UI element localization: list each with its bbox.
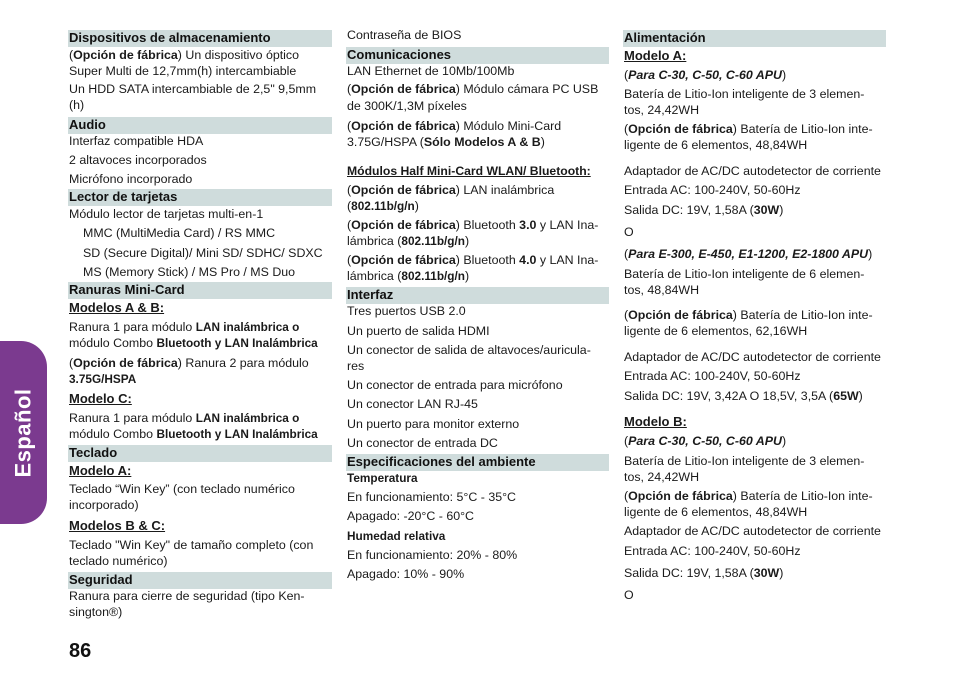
text-line: Un conector de entrada DC — [347, 436, 498, 450]
section-heading-storage: Dispositivos de almacenamiento — [68, 30, 332, 47]
text-line: O — [624, 225, 634, 239]
text-line: Batería de Litio-Ion inteligente de 3 elemen- — [624, 87, 865, 101]
text-line: Un puerto de salida HDMI — [347, 324, 490, 338]
text-line: (Opción de fábrica) LAN inalámbrica — [347, 183, 555, 197]
text-line: Salida DC: 19V, 1,58A (30W) — [624, 566, 784, 580]
text-line: Salida DC: 19V, 1,58A (30W) — [624, 203, 784, 217]
section-heading-environment: Especificaciones del ambiente — [346, 454, 609, 471]
text-line: (Opción de fábrica) Batería de Litio-Ion inte- — [624, 489, 873, 503]
text-line: lámbrica (802.11b/g/n) — [347, 234, 470, 248]
text-line: teclado numérico) — [69, 554, 168, 568]
text-line: (Para E-300, E-450, E1-1200, E2-1800 APU) — [624, 247, 873, 261]
subheading: Humedad relativa — [347, 529, 446, 543]
text-line: Un puerto para monitor externo — [347, 417, 520, 431]
page-number: 86 — [69, 640, 92, 662]
text-line: tos, 24,42WH — [624, 103, 700, 117]
text-line: LAN Ethernet de 10Mb/100Mb — [347, 64, 515, 78]
subheading: Modelos B & C: — [69, 518, 166, 533]
section-heading-keyboard: Teclado — [68, 445, 332, 462]
text-line: (Opción de fábrica) Módulo cámara PC USB — [347, 82, 599, 96]
text-line: Adaptador de AC/DC autodetector de corriente — [624, 350, 881, 364]
text-line: Ranura 1 para módulo LAN inalámbrica o — [69, 320, 300, 334]
text-line: (Para C-30, C-50, C-60 APU) — [624, 68, 787, 82]
text-line: (Opción de fábrica) Un dispositivo óptico — [69, 48, 300, 62]
text-line: Ranura para cierre de seguridad (tipo Ken- — [69, 589, 305, 603]
text-line: Interfaz compatible HDA — [69, 134, 204, 148]
text-line: Teclado "Win Key" de tamaño completo (con — [69, 538, 314, 552]
section-heading-audio: Audio — [68, 117, 332, 134]
language-tab-label: Español — [10, 387, 36, 478]
text-line: (Opción de fábrica) Ranura 2 para módulo — [69, 356, 309, 370]
text-line: Apagado: 10% - 90% — [347, 567, 465, 581]
text-line: (Opción de fábrica) Batería de Litio-Ion inte- — [624, 122, 873, 136]
section-heading-mini-card: Ranuras Mini-Card — [68, 282, 332, 299]
text-line: Módulo lector de tarjetas multi-en-1 — [69, 207, 264, 221]
text-line: ligente de 6 elementos, 62,16WH — [624, 324, 808, 338]
text-line: Salida DC: 19V, 3,42A O 18,5V, 3,5A (65W) — [624, 389, 863, 403]
text-line: (Opción de fábrica) Batería de Litio-Ion inte- — [624, 308, 873, 322]
text-line: Tres puertos USB 2.0 — [347, 304, 466, 318]
text-line: Teclado “Win Key” (con teclado numérico — [69, 482, 295, 496]
text-line: Micrófono incorporado — [69, 172, 193, 186]
section-heading-card-reader: Lector de tarjetas — [68, 189, 332, 206]
text-line: O — [624, 588, 634, 602]
section-heading-security: Seguridad — [68, 572, 332, 589]
text-line: 2 altavoces incorporados — [69, 153, 207, 167]
subheading: Modelo A: — [69, 463, 132, 478]
text-line: módulo Combo Bluetooth y LAN Inalámbrica — [69, 427, 318, 441]
text-line: Batería de Litio-Ion inteligente de 3 elemen- — [624, 454, 865, 468]
text-line: Un conector de salida de altavoces/auricula- — [347, 343, 591, 357]
subheading: Modelo B: — [624, 414, 687, 429]
text-line: En funcionamiento: 5°C - 35°C — [347, 490, 517, 504]
text-line: (802.11b/g/n) — [347, 199, 419, 213]
text-line: (Opción de fábrica) Módulo Mini-Card — [347, 119, 562, 133]
text-line: Adaptador de AC/DC autodetector de corriente — [624, 524, 881, 538]
text-line: Super Multi de 12,7mm(h) intercambiable — [69, 64, 297, 78]
text-line: sington®) — [69, 605, 123, 619]
text-line: Entrada AC: 100-240V, 50-60Hz — [624, 183, 801, 197]
section-heading-communications: Comunicaciones — [346, 47, 609, 64]
subheading: Temperatura — [347, 471, 418, 485]
subheading: Modelo C: — [69, 391, 132, 406]
text-line: Ranura 1 para módulo LAN inalámbrica o — [69, 411, 300, 425]
text-line: Entrada AC: 100-240V, 50-60Hz — [624, 544, 801, 558]
text-line: 3.75G/HSPA — [69, 372, 137, 386]
text-line: tos, 48,84WH — [624, 283, 700, 297]
text-line: res — [347, 359, 365, 373]
text-line: MS (Memory Stick) / MS Pro / MS Duo — [83, 265, 296, 279]
text-line: (Para C-30, C-50, C-60 APU) — [624, 434, 787, 448]
subheading: Módulos Half Mini-Card WLAN/ Bluetooth: — [347, 164, 591, 178]
text-line: ligente de 6 elementos, 48,84WH — [624, 505, 808, 519]
text-line: incorporado) — [69, 498, 139, 512]
text-line: Entrada AC: 100-240V, 50-60Hz — [624, 369, 801, 383]
text-line: Un conector de entrada para micrófono — [347, 378, 563, 392]
text-line: Un conector LAN RJ-45 — [347, 397, 478, 411]
text-line: módulo Combo Bluetooth y LAN Inalámbrica — [69, 336, 318, 350]
text-line: Adaptador de AC/DC autodetector de corriente — [624, 164, 881, 178]
text-line: Contraseña de BIOS — [347, 28, 462, 42]
text-line: (Opción de fábrica) Bluetooth 3.0 y LAN Ina- — [347, 218, 599, 232]
section-heading-power: Alimentación — [623, 30, 886, 47]
text-line: (h) — [69, 98, 85, 112]
text-line: En funcionamiento: 20% - 80% — [347, 548, 518, 562]
text-line: SD (Secure Digital)/ Mini SD/ SDHC/ SDXC — [83, 246, 323, 260]
text-line: Un HDD SATA intercambiable de 2,5" 9,5mm — [69, 82, 317, 96]
section-heading-interface: Interfaz — [346, 287, 609, 304]
text-line: 3.75G/HSPA (Sólo Modelos A & B) — [347, 135, 545, 149]
text-line: (Opción de fábrica) Bluetooth 4.0 y LAN Ina- — [347, 253, 599, 267]
text-line: MMC (MultiMedia Card) / RS MMC — [83, 226, 276, 240]
text-line: lámbrica (802.11b/g/n) — [347, 269, 470, 283]
text-line: de 300K/1,3M píxeles — [347, 99, 467, 113]
text-line: Apagado: -20°C - 60°C — [347, 509, 475, 523]
text-line: tos, 24,42WH — [624, 470, 700, 484]
subheading: Modelos A & B: — [69, 300, 165, 315]
subheading: Modelo A: — [624, 48, 687, 63]
text-line: ligente de 6 elementos, 48,84WH — [624, 138, 808, 152]
text-line: Batería de Litio-Ion inteligente de 6 elemen- — [624, 267, 865, 281]
